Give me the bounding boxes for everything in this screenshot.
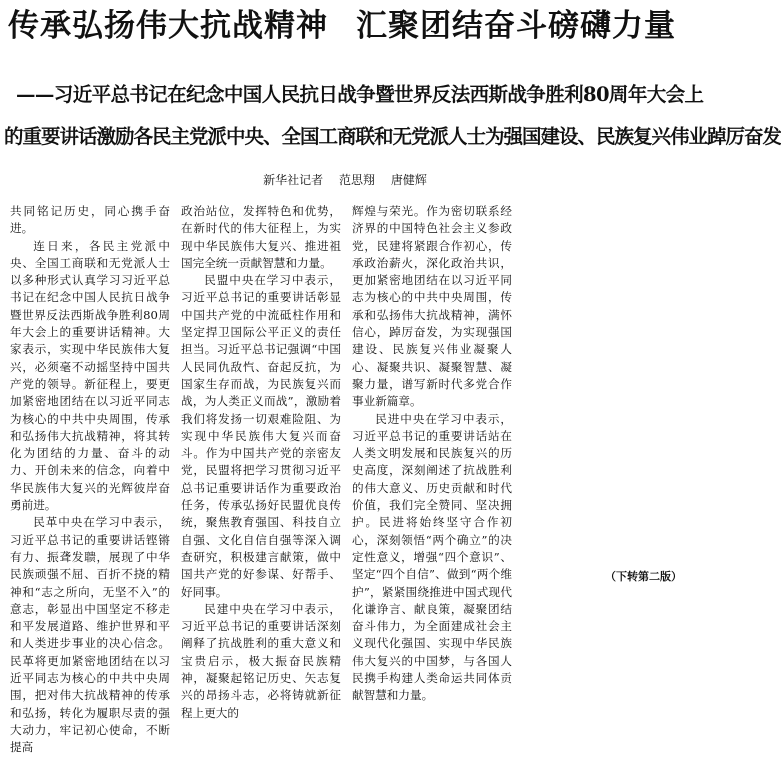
article-body [10, 203, 686, 755]
column-1 [10, 203, 170, 755]
paragraph: 共同铭记历史，同心携手奋进。 [10, 204, 170, 236]
column-2 [181, 203, 341, 720]
byline [0, 172, 690, 188]
headline-part-1: 传承弘扬伟大抗战精神 [8, 8, 328, 44]
byline-author-2: 唐健辉 [390, 173, 427, 187]
subheadline-line-1: ——习近平总书记在纪念中国人民抗日战争暨世界反法西斯战争胜利80周年大会上 [16, 83, 704, 106]
paragraph: 政治站位，发挥特色和优势，在新时代的伟大征程上，为实现中华民族伟大复兴、推进祖国完全统一贡献智慧和力量。 [181, 204, 341, 270]
paragraph: 民建中央在学习中表示，习近平总书记的重要讲话深刻阐释了抗战胜利的重大意义和宝贵启示，极大振奋民族精神，凝聚起铭记历史、矢志复兴的昂扬斗志，必将铸就新征程上更大的 [181, 601, 341, 720]
headline-part-2: 汇聚团结奋斗磅礴力量 [356, 8, 676, 44]
paragraph: 民盟中央在学习中表示，习近平总书记的重要讲话彰显中国共产党的中流砥柱作用和坚定捍卫国际公平正义的责任担当。习近平总书记强调“中国人民同仇敌忾、奋起反抗，为国家生存而战，为民族复兴而战，为人类正义而战”，激励着我们将发扬一切艰难险阻、为实现中华民族伟大复兴而奋斗。作为中国共产党的亲密友党，民盟将把学习贯彻习近平总书记重要讲话作为重要政治任务，传承弘扬好民盟优良传统，聚焦教育强国、科技自立自强、文化自信自强等深入调查研究，积极建言献策，做中国共产党的好参谋、好帮手、好同事。 [181, 273, 341, 599]
continuation-note: （下转第二版） [601, 569, 682, 585]
paragraph: 辉煌与荣光。作为密切联系经济界的中国特色社会主义参政党，民建将紧跟合作初心，传承政治薪火，深化政治共识，更加紧密地团结在以习近平同志为核心的中共中央周围，传承和弘扬伟大抗战精神，满怀信心，踔厉奋发，为实现强国建设、民族复兴伟业凝聚人心、凝聚共识、凝聚智慧、凝聚力量，谱写新时代多党合作事业新篇章。 [352, 204, 512, 409]
paragraph: 民进中央在学习中表示，习近平总书记的重要讲话站在人类文明发展和民族复兴的历史高度，深刻阐述了抗战胜利的伟大意义、历史贡献和时代价值，我们完全赞同、坚决拥护。民进将始终坚守合作初心，深刻领悟“两个确立”的决定性意义，增强“四个意识”、坚定“四个自信”、做到“两个维护”，紧紧围绕推进中国式现代化谦诤言、献良策，凝聚团结奋斗伟力，为全面建成社会主义现代化强国、实现中华民族伟大复兴的中国梦，与各国人民携手构建人类命运共同体贡献智慧和力量。 [352, 411, 512, 703]
paragraph: 民革中央在学习中表示，习近平总书记的重要讲话铿锵有力、振聋发聩，展现了中华民族顽强不屈、百折不挠的精神和“志之所向，无坚不入”的意志，彰显出中国坚定不移走和平发展道路、维护世界和平和人类进步事业的决心信念。民革将更加紧密地团结在以习近平同志为核心的中共中央周围，把对伟大抗战精神的传承和弘扬，转化为履职尽责的强大动力，牢记初心使命，不断提高 [10, 515, 170, 755]
headline [8, 6, 682, 46]
subheadline-line-2: 的重要讲话激励各民主党派中央、全国工商联和无党派人士为强国建设、民族复兴伟业踔厉奋发 [4, 125, 781, 148]
byline-agency: 新华社记者 [263, 173, 324, 187]
paragraph: 连日来，各民主党派中央、全国工商联和无党派人士以多种形式认真学习习近平总书记在纪念中国人民抗日战争暨世界反法西斯战争胜利80周年大会上的重要讲话精神。大家表示，实现中华民族伟大复兴，必须毫不动摇坚持中国共产党的领导。新征程上，要更加紧密地团结在以习近平同志为核心的中共中央周围，传承和弘扬伟大抗战精神，将其转化为团结的力量、奋斗的动力、开创未来的信念，向着中华民族伟大复兴的光辉彼岸奋勇前进。 [10, 238, 170, 513]
byline-author-1: 范思翔 [338, 173, 375, 187]
column-3 [352, 203, 512, 703]
